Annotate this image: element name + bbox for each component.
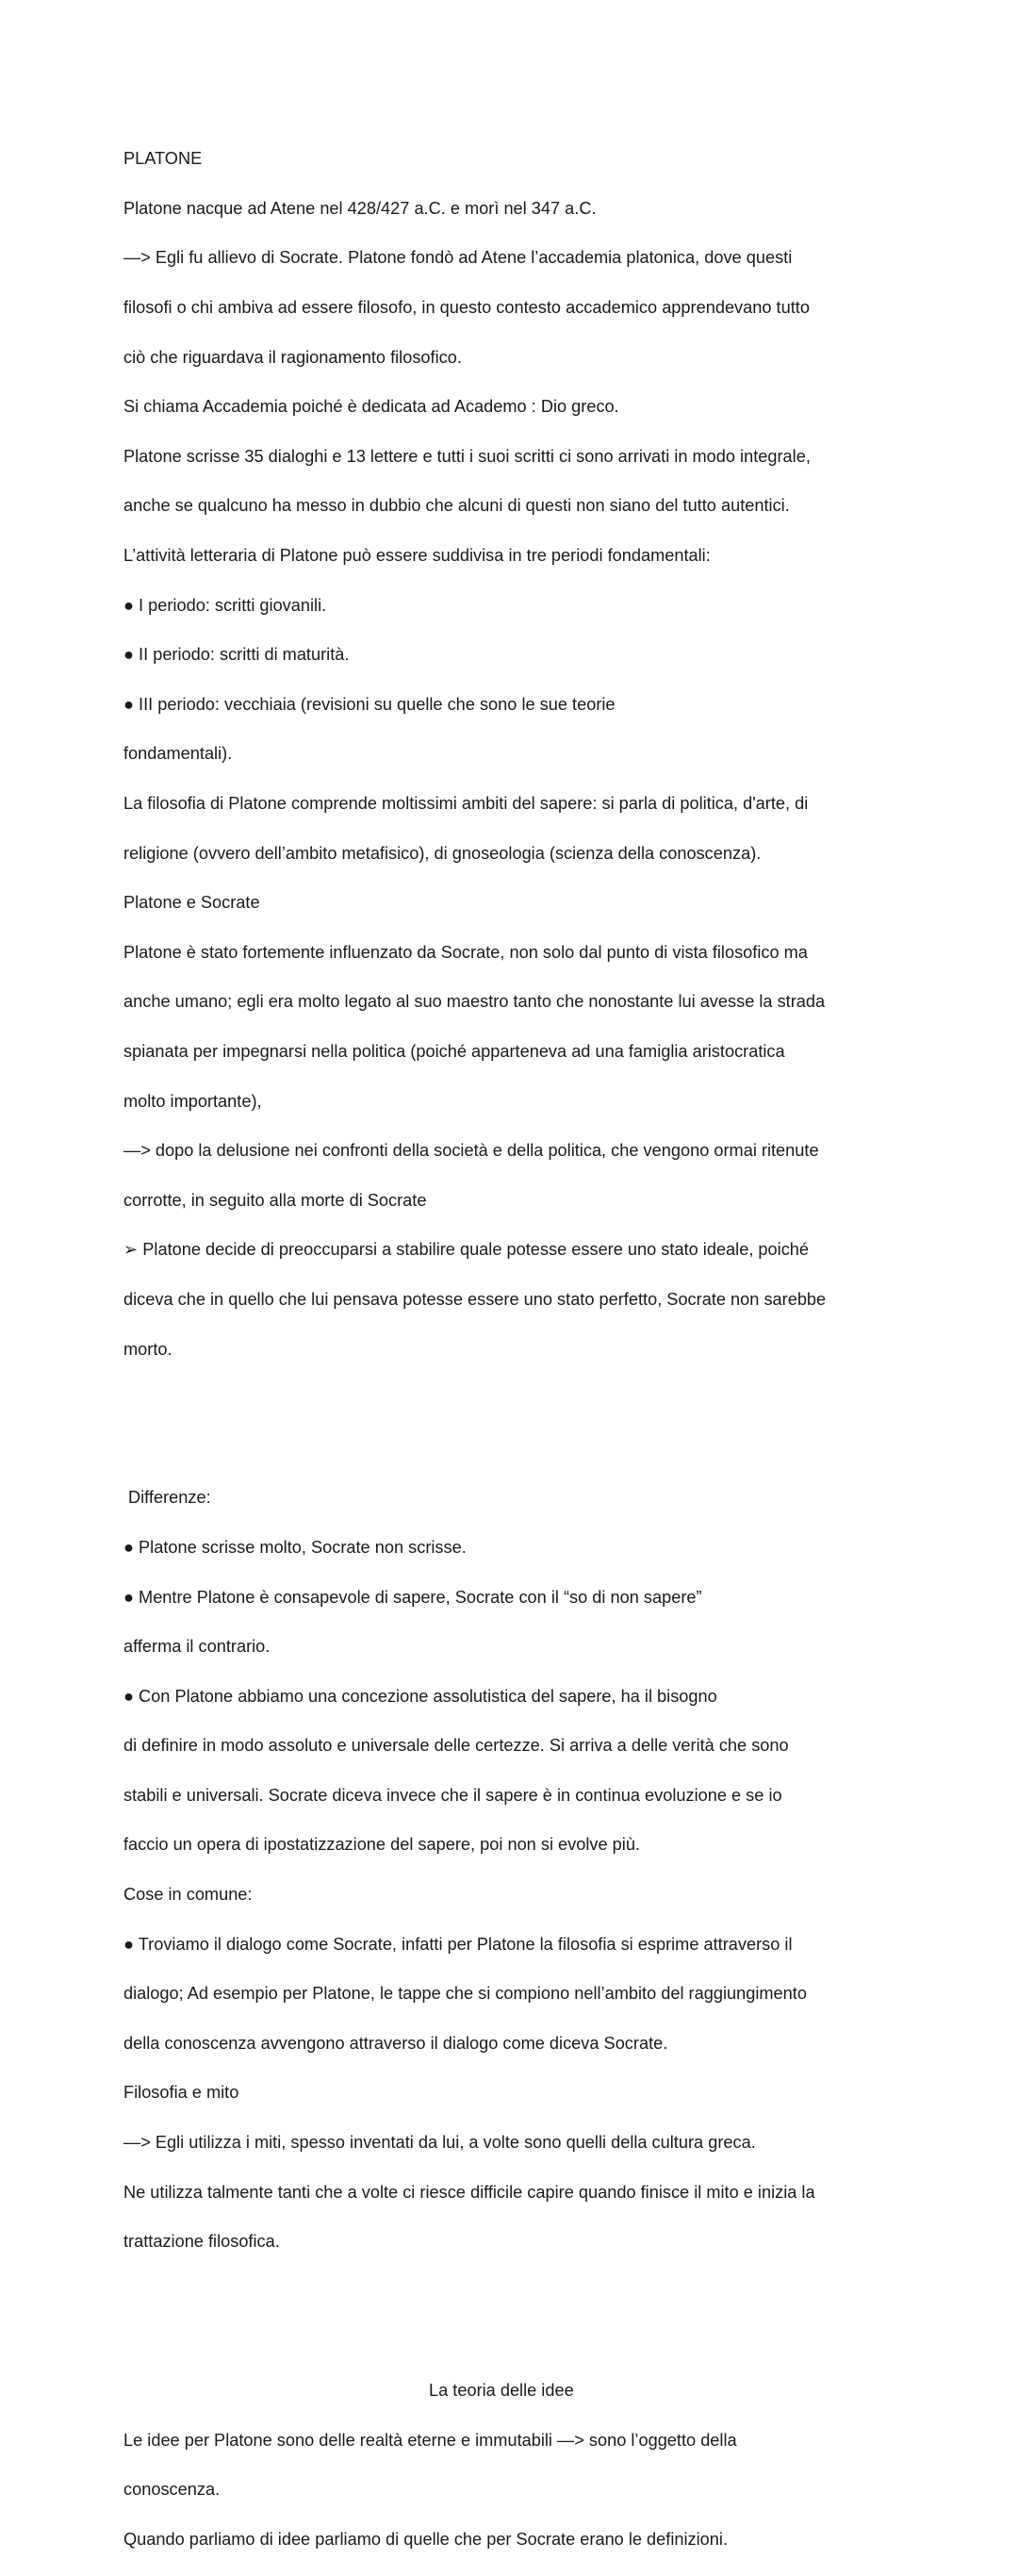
text-line: faccio un opera di ipostatizzazione del sapere, poi non si evolve più. [123, 1835, 640, 1855]
text-line: —> dopo la delusione nei confronti della società e della politica, che vengono ormai ritenute [123, 1141, 819, 1161]
bullet-item: ● Con Platone abbiamo una concezione assolutistica del sapere, ha il bisogno [123, 1686, 717, 1706]
bullet-item: ● Platone scrisse molto, Socrate non scrisse. [123, 1537, 467, 1557]
text-line: morto. [123, 1339, 172, 1359]
text-line: filosofi o chi ambiva ad essere filosofo, in questo contesto accademico apprendevano tutto [123, 298, 810, 318]
text-line: fondamentali). [123, 744, 233, 764]
section-heading: Platone e Socrate [123, 893, 260, 913]
bullet-item: ● Mentre Platone è consapevole di sapere, Socrate con il “so di non sapere” [123, 1587, 702, 1607]
text-line: Platone è stato fortemente influenzato da Socrate, non solo dal punto di vista filosofico ma [123, 942, 808, 962]
document-body [123, 122, 906, 2576]
text-line: corrotte, in seguito alla morte di Socrate [123, 1190, 427, 1210]
section-heading: Cose in comune: [123, 1885, 253, 1905]
text-line: —> Egli fu allievo di Socrate. Platone fondò ad Atene l’accademia platonica, dove questi [123, 248, 793, 268]
bullet-item: ● I periodo: scritti giovanili. [123, 595, 327, 615]
text-line: di definire in modo assoluto e universale delle certezze. Si arriva a delle verità che sono [123, 1736, 789, 1756]
document-title: PLATONE [123, 149, 203, 169]
blank-line [123, 2304, 906, 2328]
text-line: molto importante), [123, 1091, 262, 1111]
text-line: spianata per impegnarsi nella politica (poiché apparteneva ad una famiglia aristocratica [123, 1041, 785, 1061]
text-line: Quando parliamo di idee parliamo di quelle che per Socrate erano le definizioni. [123, 2529, 728, 2549]
text-line: stabili e universali. Socrate diceva invece che il sapere è in continua evoluzione e se io [123, 1785, 782, 1805]
text-line: conoscenza. [123, 2480, 221, 2500]
text-line: La filosofia di Platone comprende moltissimi ambiti del sapere: si parla di politica, d'arte, di [123, 794, 809, 814]
bullet-item: ● II periodo: scritti di maturità. [123, 645, 350, 665]
text-line: ciò che riguardava il ragionamento filosofico. [123, 347, 462, 367]
bullet-item: ● Troviamo il dialogo come Socrate, infatti per Platone la filosofia si esprime attraverso il [123, 1934, 793, 1954]
text-line: anche se qualcuno ha messo in dubbio che alcuni di questi non siano del tutto autentici. [123, 496, 790, 516]
text-line: Si chiama Accademia poiché è dedicata ad Academo : Dio greco. [123, 397, 619, 417]
text-line: religione (ovvero dell’ambito metafisico), di gnoseologia (scienza della conoscenza). [123, 843, 762, 863]
section-heading: Filosofia e mito [123, 2083, 239, 2103]
text-line: Le idee per Platone sono delle realtà eterne e immutabili —> sono l’oggetto della [123, 2430, 737, 2450]
bullet-item: ● III periodo: vecchiaia (revisioni su quelle che sono le sue teorie [123, 694, 616, 714]
text-line: della conoscenza avvengono attraverso il dialogo come diceva Socrate. [123, 2033, 668, 2053]
section-title: La teoria delle idee [429, 2381, 574, 2401]
text-line: ➢ Platone decide di preoccuparsi a stabilire quale potesse essere uno stato ideale, poiché [123, 1240, 810, 1260]
text-line: L’attività letteraria di Platone può essere suddivisa in tre periodi fondamentali: [123, 546, 711, 566]
text-line: Platone scrisse 35 dialoghi e 13 lettere e tutti i suoi scritti ci sono arrivati in modo integrale, [123, 446, 811, 466]
text-line: —> Egli utilizza i miti, spesso inventati da lui, a volte sono quelli della cultura greca. [123, 2133, 756, 2153]
text-line: Platone nacque ad Atene nel 428/427 a.C. e morì nel 347 a.C. [123, 198, 597, 218]
text-line: trattazione filosofica. [123, 2232, 280, 2252]
text-line: Ne utilizza talmente tanti che a volte ci riesce difficile capire quando finisce il mito e inizia la [123, 2182, 815, 2202]
blank-line [123, 1411, 906, 1435]
text-line: anche umano; egli era molto legato al suo maestro tanto che nonostante lui avesse la strada [123, 992, 826, 1012]
section-heading: Differenze: [128, 1488, 211, 1508]
text-line: dialogo; Ad esempio per Platone, le tappe che si compiono nell’ambito del raggiungimento [123, 1984, 807, 2004]
text-line: diceva che in quello che lui pensava potesse essere uno stato perfetto, Socrate non sarebbe [123, 1289, 827, 1309]
text-line: afferma il contrario. [123, 1637, 271, 1657]
